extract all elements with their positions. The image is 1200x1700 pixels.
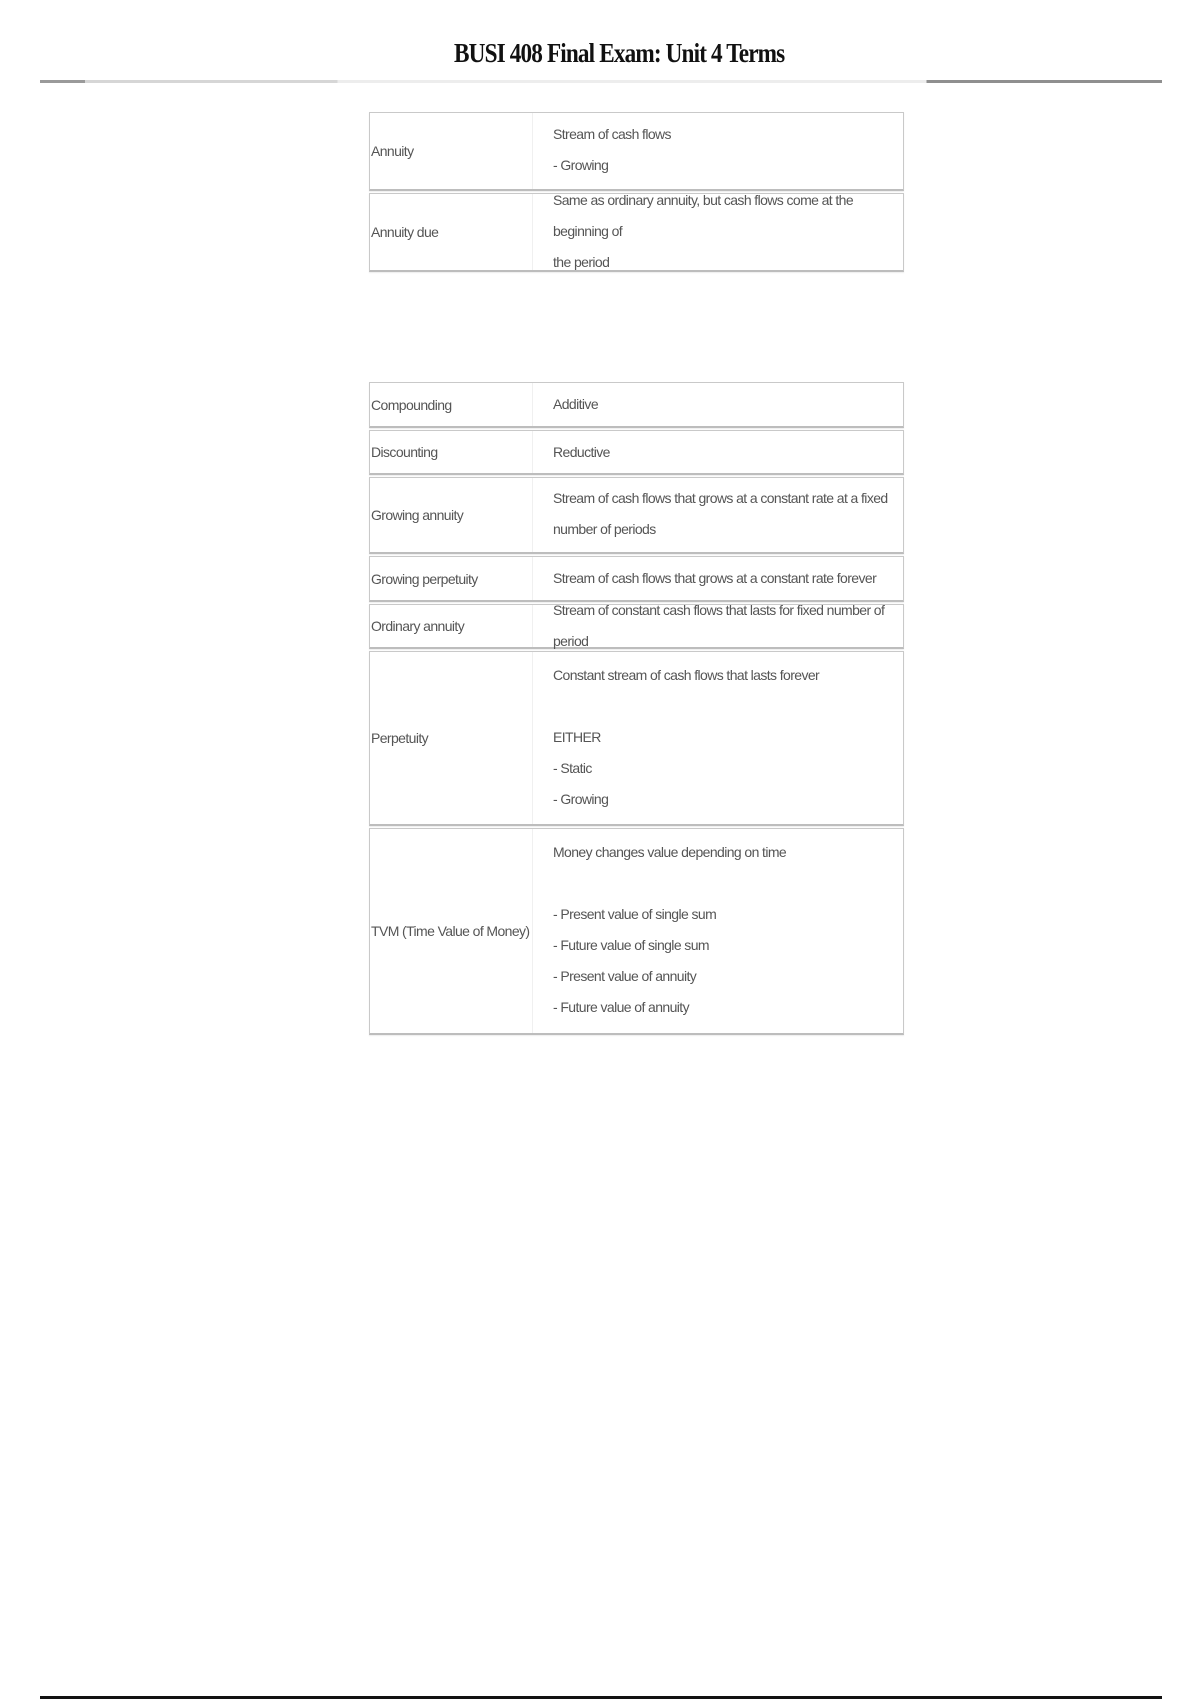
term-cell: Growing perpetuity xyxy=(370,557,533,600)
term-cell: TVM (Time Value of Money) xyxy=(370,829,533,1033)
definition-line: Money changes value depending on time xyxy=(553,844,787,860)
definition-cell xyxy=(533,431,903,474)
term-cell: Perpetuity xyxy=(370,652,533,824)
definition-line: the period xyxy=(553,253,610,270)
definition-line: Same as ordinary annuity, but cash flows come at the beginning of xyxy=(553,191,854,239)
term-cell: Growing annuity xyxy=(370,478,533,552)
term-cell: Annuity xyxy=(370,113,533,189)
definition-cell xyxy=(533,652,903,825)
definition-line: number of periods xyxy=(553,521,656,537)
definition-line: - Present value of single sum xyxy=(553,906,717,922)
definition-line: Stream of cash flows xyxy=(553,126,671,142)
footer-rule xyxy=(40,1696,1162,1699)
definition-line: - Static xyxy=(553,759,592,776)
table-row xyxy=(369,382,904,428)
page-title: BUSI 408 Final Exam: Unit 4 Terms xyxy=(454,38,785,68)
definition-line xyxy=(553,691,889,722)
table-row xyxy=(369,430,904,475)
definition-line: EITHER xyxy=(553,728,601,745)
definition-line: Reductive xyxy=(553,443,610,460)
definition-line: - Future value of single sum xyxy=(553,937,709,953)
term-cell: Ordinary annuity xyxy=(370,605,533,647)
table-row xyxy=(369,828,904,1035)
header-rule xyxy=(40,80,1162,83)
definition-line: - Future value of annuity xyxy=(553,999,689,1015)
table-row xyxy=(369,651,904,826)
definition-line: Stream of constant cash flows that lasts for fixed number of period xyxy=(553,602,885,649)
terms-table-1 xyxy=(369,112,904,274)
definition-cell xyxy=(533,829,903,1033)
term-cell: Annuity due xyxy=(370,194,533,270)
definition-line: Additive xyxy=(553,396,599,412)
terms-table-2 xyxy=(369,382,904,1037)
table-row xyxy=(369,193,904,272)
table-row xyxy=(369,604,904,649)
table-row xyxy=(369,477,904,554)
term-cell: Compounding xyxy=(370,383,533,426)
term-cell: Discounting xyxy=(370,431,533,473)
definition-cell xyxy=(533,177,903,288)
definition-line: - Growing xyxy=(553,790,609,807)
definition-line: - Growing xyxy=(553,157,609,173)
definition-line: Stream of cash flows that grows at a constant rate at a fixed xyxy=(553,490,888,506)
definition-cell xyxy=(533,383,903,426)
definition-line: Stream of cash flows that grows at a constant rate forever xyxy=(553,570,877,586)
definition-cell xyxy=(533,475,903,555)
definition-line xyxy=(553,868,889,899)
definition-line: - Present value of annuity xyxy=(553,968,697,984)
definition-line: Constant stream of cash flows that lasts forever xyxy=(553,666,820,683)
